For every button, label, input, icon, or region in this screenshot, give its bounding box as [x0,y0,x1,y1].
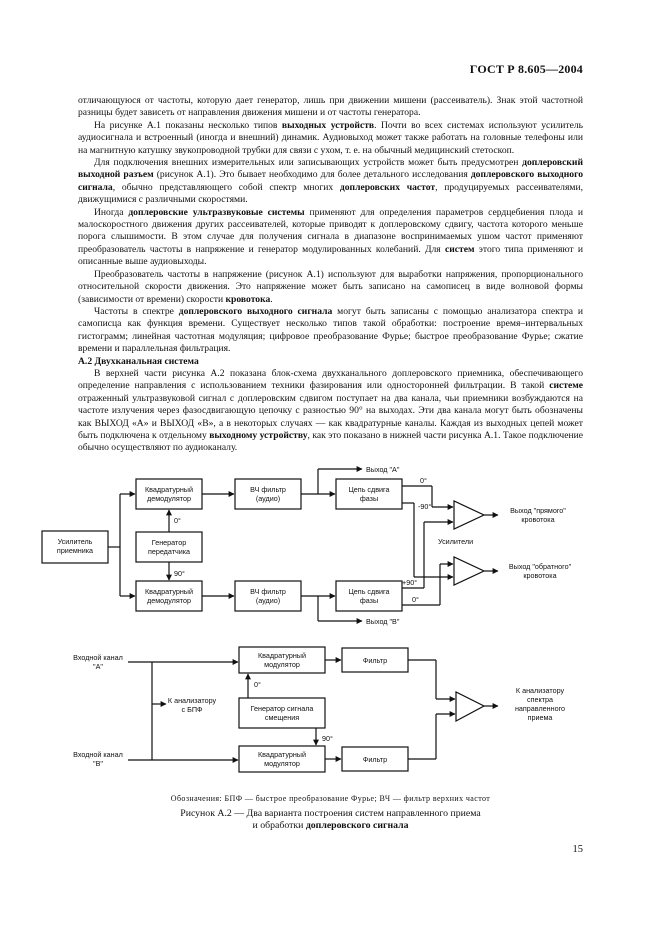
bold-term: доплеровских частот [339,181,436,193]
offset-generator-label: Генератор сигнала смещения [250,704,314,722]
text-run: применяют для определения параметров сердцебиения плода и малоскоростного движения других рассеивателей, которые приводят к доплеровскому сдвигу, частота которого меньше порога слышимости. В этом случае для получения сигнала в диапазоне воспринимаемых ушом частот применяют преобразователь частоты в напряжение и генератор модулированных колебаний. Для [78,206,584,255]
amplifier-bottom-triangle [454,557,484,585]
generator-label: Генератор передатчика [147,538,191,556]
body-text [78,95,583,455]
out-forward-label: Выход "прямого" кровотока [510,506,566,524]
paragraph [78,207,583,269]
paragraph [78,269,583,306]
text-run: Преобразователь частоты в напряжение (рисунок А.1) используют для выработки напряжения, пропорционального относительной скорости движения. Это напряжение может быть записано на самописец в виде волновой формы (зависимости от времени) скорости [78,268,583,305]
bold-term: доплеровский выходной разъем [78,157,583,181]
text-run: . Почти во всех системах используют усилитель аудиосигнала и встроенный (иногда и внешний) динамик. Аудиовыход может также работать на головные телефоны или на магнитную катушку звукопроводной трубки для связи с ухом, т. е. на обычный медицинский стетоскоп. [78,119,583,156]
figure-caption [78,808,583,832]
deg90-gen-label: 90° [174,569,185,578]
paragraph [78,306,583,356]
caption-line-1: Рисунок А.2 — Два варианта построения систем направленного приема [180,808,481,819]
top-diagram-labels [57,485,390,605]
mod-bottom-label: Квадратурный модулятор [258,750,306,768]
block-diagram [0,455,661,790]
text-run: отличающуюся от частоты, которую дает генератор, лишь при движении мишени (рассеиватель). Знак этой частотной разницы будет зависеть от направления движения мишени и от частоты генератора. [78,95,583,119]
demod-bottom-label: Квадратурный демодулятор [145,587,193,605]
amplifier-top-triangle [454,501,484,529]
deg0-phase-top-label: 0° [420,476,427,485]
amplifiers-label: Усилители [438,537,474,546]
bold-term: кровотока [225,293,271,305]
text-run: В верхней части рисунка А.2 показана блок-схема двухканального доплеровского приемника, обеспечивающего определение направления с использованием техники фазирования или односторонней фильтрации. В такой [78,367,583,392]
text-run: . [270,293,273,305]
to-analyzer-label: К анализатору спектра направленного приема [514,686,566,722]
page-number: 15 [572,844,583,855]
text-run: Для подключения внешних измерительных или записывающих устройств может быть предусмотрен [94,157,523,169]
demod-top-label: Квадратурный демодулятор [145,485,193,503]
analyzer-amplifier-triangle [456,692,484,721]
amplifier-label-1: Усилитель [57,537,93,546]
paragraph [78,157,583,207]
bold-term: систем [444,243,475,255]
filter-top-label: Фильтр [362,656,388,665]
bold-term: доплеровского выходного сигнала [178,305,333,317]
amplifier-label-2: приемника [56,546,94,555]
text-run: этого типа применяют и описанные выше аудиовыходы. [78,243,583,268]
caption-line-2-bold: доплеровского сигнала [305,820,409,831]
deg90-phase-top-label: -90° [418,502,432,511]
deg0-phase-bottom-label: 0° [412,595,419,604]
text-run: , как это показано в нижней части рисунка А.1. Такое подключение обычно осуществляют по аудиоканалу. [78,429,583,454]
amplifier-label [57,537,93,555]
out-a-label: Выход "А" [366,465,400,474]
text-run: , продуцируемых рассеивателями, движущимися с различными скоростями. [78,181,583,206]
filter-bottom-label: Фильтр [362,755,388,764]
text-run: Иногда [94,206,129,218]
input-a-label: Входной канал "А" [73,653,123,671]
input-b-label: Входной канал "В" [73,750,123,768]
caption-line-2-start: и обработки [252,820,306,831]
bold-term: А.2 Двухканальная система [78,355,199,367]
text-run: , обычно представляющего собой спектр многих [112,181,340,193]
text-run: (рисунок А.1). Это бывает необходимо для более детального исследования [153,169,471,181]
deg0-bottom-label: 0° [254,680,261,689]
out-reverse-label: Выход "обратного" кровотока [508,562,572,580]
text-run: могут быть записаны с помощью анализатора спектра и самописца как функция времени. Существует несколько типов такой обработки: построение время–интервальных гистограмм; линейная частотная модуляция; цифровое преобразование Фурье; быстрое преобразование Фурье; сжатие времени и параллельная фильтрация. [78,305,584,355]
paragraph [78,368,583,455]
paragraph [78,95,583,120]
hf-bottom-label: ВЧ фильтр (аудио) [250,587,286,605]
bold-term: доплеровские ультразвуковые системы [128,206,305,218]
paragraph [78,120,583,157]
section-heading [78,356,583,368]
bold-term: доплеровского выходного сигнала [78,169,583,193]
document-header: ГОСТ Р 8.605—2004 [469,62,583,76]
to-fft-label: К анализатору с БПФ [167,696,217,714]
phase-top-label: Цепь сдвига фазы [348,485,390,503]
text-run: отраженный ультразвуковой сигнал с доплеровским сдвигом поступает на два канала, чьи приемники возбуждаются на частоте излучения через фазосдвигающую цепочку с разностью 90° на выходах. Эти два канала могут быть обозначены как ВЫХОД «А» и ВЫХОД «В», а в некоторых случаях — как квадратурные каналы. Каждая из выходных цепей может быть подключена к отдельному [78,392,583,441]
text-run: Частоты в спектре [94,305,179,317]
mod-top-label: Квадратурный модулятор [258,651,306,669]
out-b-label: Выход "В" [366,617,400,626]
hf-top-label: ВЧ фильтр (аудио) [250,485,286,503]
figure-legend: Обозначения: БПФ — быстрое преобразование Фурье; ВЧ — фильтр верхних частот [170,794,491,803]
bottom-diagram-labels [73,651,565,768]
deg90-bottom-label: 90° [322,734,333,743]
text-run: На рисунке А.1 показаны несколько типов [94,119,282,131]
bold-term: выходному устройству [209,429,308,441]
deg90-phase-bottom-label: +90° [402,578,418,587]
bold-term: выходных устройств [281,119,375,131]
phase-bottom-label: Цепь сдвига фазы [348,587,390,605]
bold-term: системе [549,380,583,392]
deg0-gen-label: 0° [174,516,181,525]
